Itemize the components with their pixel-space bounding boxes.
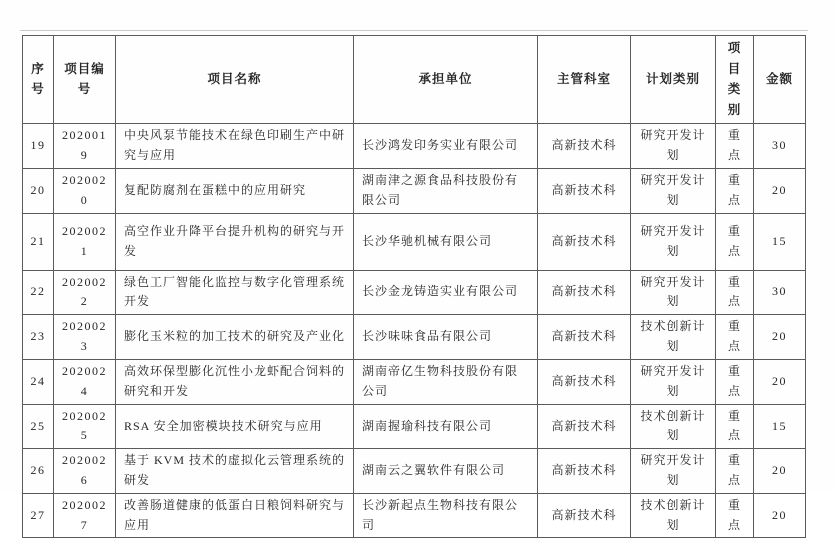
department-cell: 高新技术科: [538, 168, 631, 213]
table-row: [23, 315, 806, 360]
name-cell: 改善肠道健康的低蛋白日粮饲料研究与应用: [116, 493, 354, 538]
table-row: [23, 213, 806, 270]
table-row: [23, 168, 806, 213]
seq-cell: 27: [23, 493, 54, 538]
department-cell: 高新技术科: [538, 270, 631, 315]
table-header: [23, 36, 806, 124]
name-cell: 高空作业升降平台提升机构的研究与开发: [116, 213, 354, 270]
department-cell: 高新技术科: [538, 493, 631, 538]
project-type-cell: 重点: [716, 404, 754, 449]
header-project-type: 项目类别: [716, 36, 754, 124]
table-body: [23, 123, 806, 538]
name-cell: 绿色工厂智能化监控与数字化管理系统开发: [116, 270, 354, 315]
header-seq: 序号: [23, 36, 54, 124]
table-row: [23, 449, 806, 494]
project-type-cell: 重点: [716, 493, 754, 538]
code-cell: 2020024: [54, 359, 116, 404]
amount-cell: 20: [754, 493, 806, 538]
seq-cell: 23: [23, 315, 54, 360]
plan-type-cell: 研究开发计划: [631, 359, 716, 404]
department-cell: 高新技术科: [538, 315, 631, 360]
code-cell: 2020026: [54, 449, 116, 494]
plan-type-cell: 研究开发计划: [631, 449, 716, 494]
scan-artifact-line: [20, 30, 808, 31]
code-cell: 2020020: [54, 168, 116, 213]
company-cell: 长沙新起点生物科技有限公司: [354, 493, 538, 538]
header-amount: 金额: [754, 36, 806, 124]
amount-cell: 15: [754, 213, 806, 270]
seq-cell: 21: [23, 213, 54, 270]
code-cell: 2020023: [54, 315, 116, 360]
name-cell: 膨化玉米粒的加工技术的研究及产业化: [116, 315, 354, 360]
department-cell: 高新技术科: [538, 359, 631, 404]
table-row: [23, 359, 806, 404]
code-cell: 2020022: [54, 270, 116, 315]
header-code: 项目编号: [54, 36, 116, 124]
project-type-cell: 重点: [716, 213, 754, 270]
table-row: [23, 270, 806, 315]
seq-cell: 24: [23, 359, 54, 404]
project-type-cell: 重点: [716, 123, 754, 168]
amount-cell: 30: [754, 123, 806, 168]
table-row: [23, 123, 806, 168]
header-department: 主管科室: [538, 36, 631, 124]
amount-cell: 20: [754, 359, 806, 404]
name-cell: RSA 安全加密模块技术研究与应用: [116, 404, 354, 449]
project-type-cell: 重点: [716, 270, 754, 315]
amount-cell: 15: [754, 404, 806, 449]
header-name: 项目名称: [116, 36, 354, 124]
seq-cell: 19: [23, 123, 54, 168]
seq-cell: 22: [23, 270, 54, 315]
name-cell: 基于 KVM 技术的虚拟化云管理系统的研发: [116, 449, 354, 494]
project-type-cell: 重点: [716, 168, 754, 213]
name-cell: 复配防腐剂在蛋糕中的应用研究: [116, 168, 354, 213]
project-type-cell: 重点: [716, 449, 754, 494]
code-cell: 2020021: [54, 213, 116, 270]
department-cell: 高新技术科: [538, 213, 631, 270]
code-cell: 2020025: [54, 404, 116, 449]
table-row: [23, 493, 806, 538]
amount-cell: 20: [754, 449, 806, 494]
seq-cell: 20: [23, 168, 54, 213]
plan-type-cell: 研究开发计划: [631, 123, 716, 168]
amount-cell: 30: [754, 270, 806, 315]
plan-type-cell: 技术创新计划: [631, 404, 716, 449]
company-cell: 湖南帝亿生物科技股份有限公司: [354, 359, 538, 404]
project-type-cell: 重点: [716, 315, 754, 360]
plan-type-cell: 研究开发计划: [631, 168, 716, 213]
plan-type-cell: 技术创新计划: [631, 493, 716, 538]
company-cell: 长沙华驰机械有限公司: [354, 213, 538, 270]
company-cell: 湖南握瑜科技有限公司: [354, 404, 538, 449]
company-cell: 湖南云之翼软件有限公司: [354, 449, 538, 494]
code-cell: 2020019: [54, 123, 116, 168]
seq-cell: 25: [23, 404, 54, 449]
table-row: [23, 404, 806, 449]
company-cell: 长沙味味食品有限公司: [354, 315, 538, 360]
name-cell: 中央风泵节能技术在绿色印刷生产中研究与应用: [116, 123, 354, 168]
code-cell: 2020027: [54, 493, 116, 538]
name-cell: 高效环保型膨化沉性小龙虾配合饲料的研究和开发: [116, 359, 354, 404]
project-list-table: [22, 35, 806, 538]
company-cell: 湖南津之源食品科技股份有限公司: [354, 168, 538, 213]
header-company: 承担单位: [354, 36, 538, 124]
header-row: [23, 36, 806, 124]
plan-type-cell: 研究开发计划: [631, 213, 716, 270]
amount-cell: 20: [754, 168, 806, 213]
department-cell: 高新技术科: [538, 449, 631, 494]
seq-cell: 26: [23, 449, 54, 494]
plan-type-cell: 研究开发计划: [631, 270, 716, 315]
company-cell: 长沙鸿发印务实业有限公司: [354, 123, 538, 168]
project-type-cell: 重点: [716, 359, 754, 404]
company-cell: 长沙金龙铸造实业有限公司: [354, 270, 538, 315]
amount-cell: 20: [754, 315, 806, 360]
department-cell: 高新技术科: [538, 404, 631, 449]
department-cell: 高新技术科: [538, 123, 631, 168]
header-plan-type: 计划类别: [631, 36, 716, 124]
plan-type-cell: 技术创新计划: [631, 315, 716, 360]
